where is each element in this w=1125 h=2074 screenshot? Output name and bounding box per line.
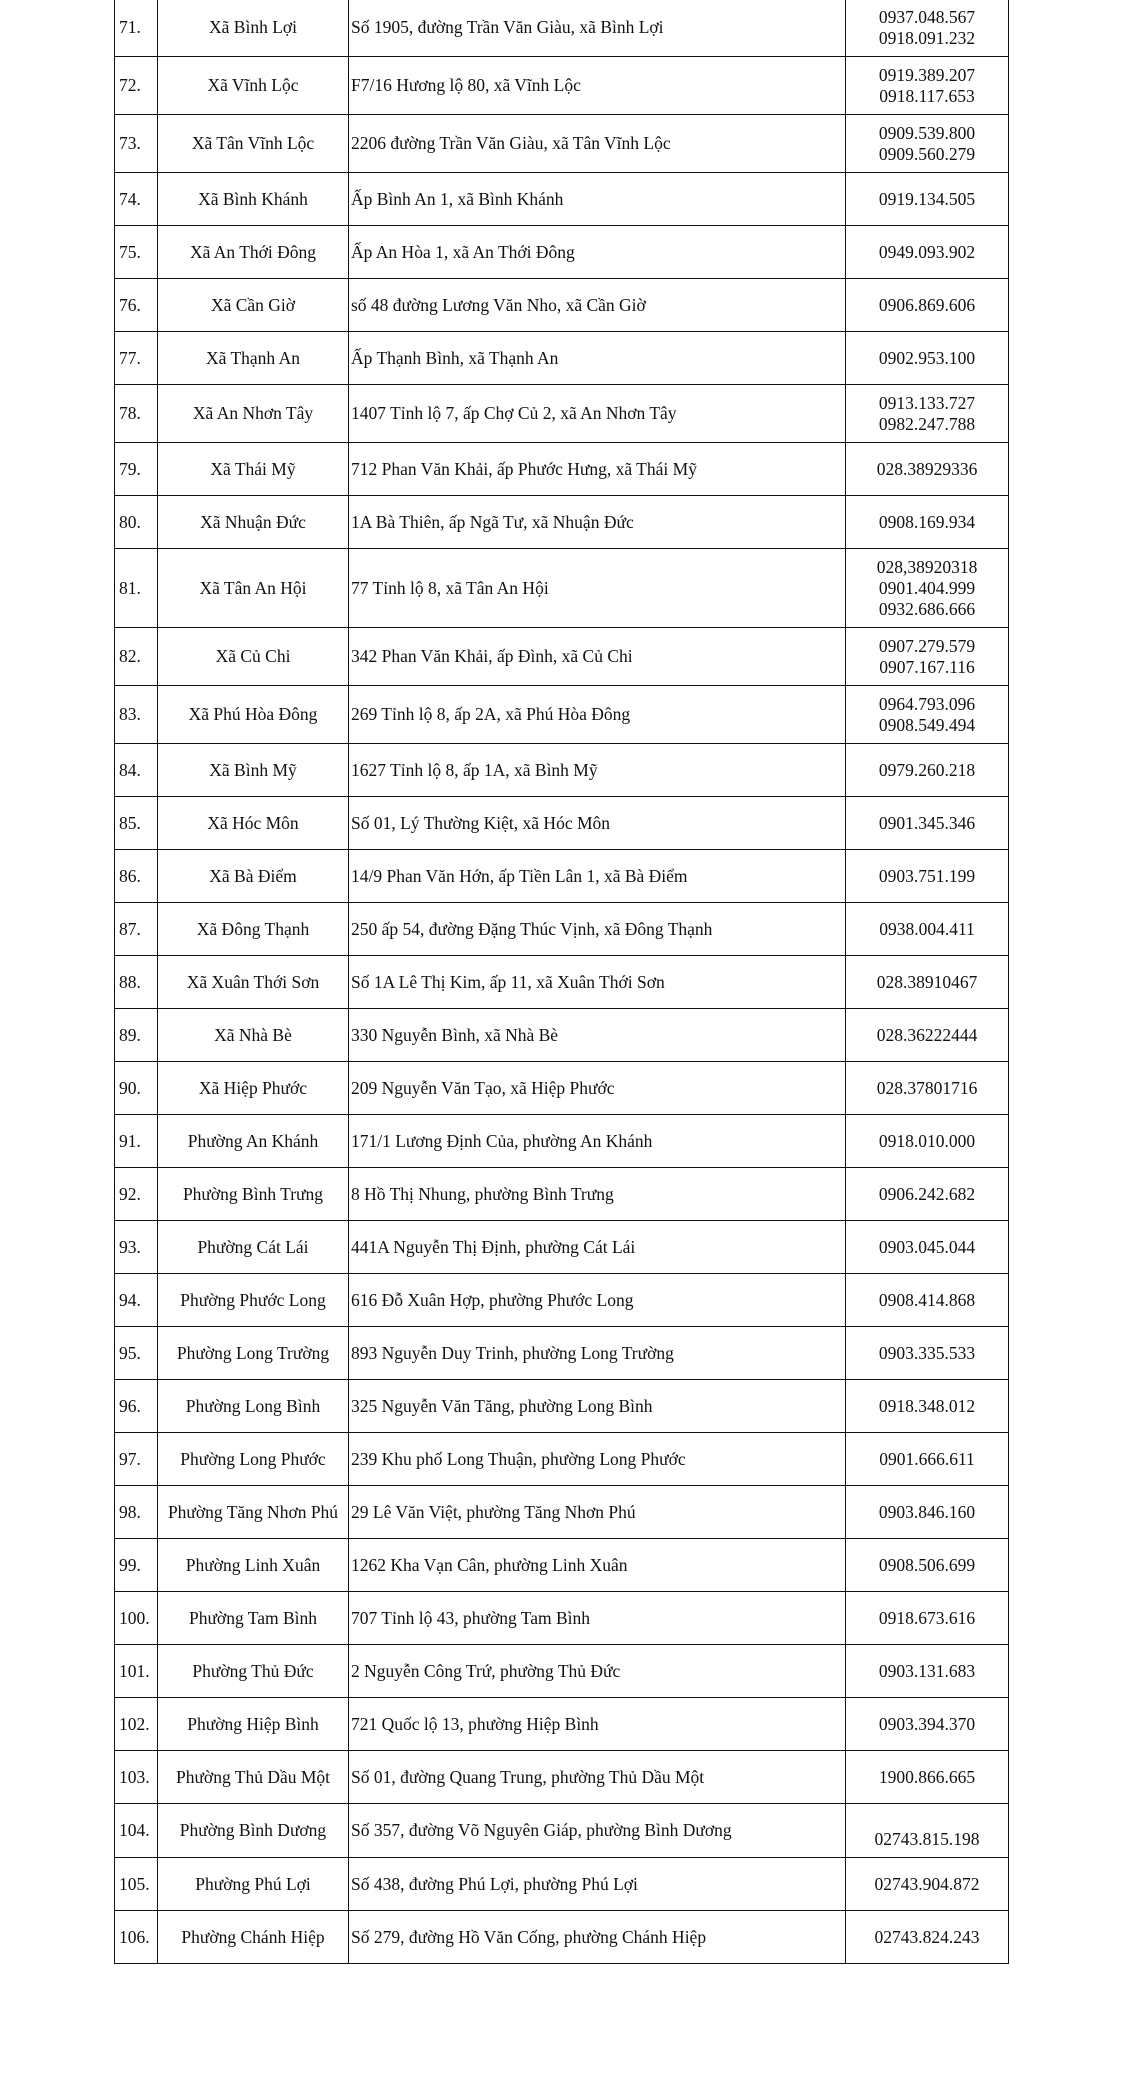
table-row: [115, 1804, 1009, 1858]
table-row: [115, 628, 1009, 686]
table-row: [115, 1645, 1009, 1698]
office-address: 8 Hồ Thị Nhung, phường Bình Trưng: [349, 1168, 846, 1221]
row-number: 79.: [115, 443, 158, 496]
phone-number: 0982.247.788: [878, 413, 976, 434]
table-row: [115, 385, 1009, 443]
office-address: Ấp Thạnh Bình, xã Thạnh An: [349, 332, 846, 385]
phone-number: 0909.539.800: [878, 122, 976, 143]
office-phone-cell: [846, 1645, 1009, 1698]
phone-number: 0902.953.100: [878, 347, 976, 368]
table-row: [115, 1486, 1009, 1539]
phone-number: 0908.549.494: [878, 714, 976, 735]
row-number: 71.: [115, 0, 158, 57]
office-address: 209 Nguyễn Văn Tạo, xã Hiệp Phước: [349, 1062, 846, 1115]
office-phone-cell: [846, 279, 1009, 332]
phone-number: 0908.506.699: [878, 1554, 976, 1575]
table-row: [115, 686, 1009, 744]
office-address: 893 Nguyễn Duy Trinh, phường Long Trường: [349, 1327, 846, 1380]
phone-number: 0907.167.116: [879, 656, 975, 677]
office-address: 707 Tỉnh lộ 43, phường Tam Bình: [349, 1592, 846, 1645]
row-number: 103.: [115, 1751, 158, 1804]
office-phone-cell: [846, 628, 1009, 686]
row-number: 87.: [115, 903, 158, 956]
office-name: Xã Thái Mỹ: [158, 443, 349, 496]
office-address: số 48 đường Lương Văn Nho, xã Cần Giờ: [349, 279, 846, 332]
office-name: Xã Tân Vĩnh Lộc: [158, 115, 349, 173]
phone-number: 0937.048.567: [878, 6, 976, 27]
office-phone-cell: [846, 1592, 1009, 1645]
phone-number: 028.38910467: [876, 971, 978, 992]
office-phone-cell: [846, 443, 1009, 496]
table-row: [115, 1858, 1009, 1911]
office-phone-cell: [846, 1911, 1009, 1964]
phone-number: 0964.793.096: [878, 693, 976, 714]
row-number: 80.: [115, 496, 158, 549]
phone-number: 0918.091.232: [878, 27, 976, 48]
office-name: Phường Long Phước: [158, 1433, 349, 1486]
phone-number: 0949.093.902: [878, 241, 976, 262]
row-number: 75.: [115, 226, 158, 279]
phone-number: 0907.279.579: [878, 635, 976, 656]
office-name: Xã An Nhơn Tây: [158, 385, 349, 443]
office-name: Phường Bình Dương: [158, 1804, 349, 1858]
table-row: [115, 903, 1009, 956]
table-row: [115, 1698, 1009, 1751]
phone-number: 028.38929336: [876, 458, 978, 479]
office-phone-cell: [846, 1698, 1009, 1751]
office-name: Phường Cát Lái: [158, 1221, 349, 1274]
row-number: 89.: [115, 1009, 158, 1062]
phone-number: 0918.010.000: [878, 1130, 976, 1151]
row-number: 76.: [115, 279, 158, 332]
table-row: [115, 1592, 1009, 1645]
office-address: 239 Khu phố Long Thuận, phường Long Phước: [349, 1433, 846, 1486]
phone-number: 0903.131.683: [878, 1660, 976, 1681]
phone-number: 02743.815.198: [874, 1829, 980, 1849]
office-address: F7/16 Hương lộ 80, xã Vĩnh Lộc: [349, 57, 846, 115]
phone-number: 0906.242.682: [878, 1183, 976, 1204]
table-row: [115, 173, 1009, 226]
office-phone-cell: [846, 797, 1009, 850]
office-name: Phường Phú Lợi: [158, 1858, 349, 1911]
office-phone-cell: [846, 1115, 1009, 1168]
table-row: [115, 1221, 1009, 1274]
office-phone-cell: [846, 1274, 1009, 1327]
office-address: 250 ấp 54, đường Đặng Thúc Vịnh, xã Đông Thạnh: [349, 903, 846, 956]
office-address: 1407 Tỉnh lộ 7, ấp Chợ Củ 2, xã An Nhơn Tây: [349, 385, 846, 443]
row-number: 97.: [115, 1433, 158, 1486]
row-number: 104.: [115, 1804, 158, 1858]
office-name: Phường Tam Bình: [158, 1592, 349, 1645]
table-row: [115, 797, 1009, 850]
office-address: 2 Nguyễn Công Trứ, phường Thủ Đức: [349, 1645, 846, 1698]
office-address: Ấp An Hòa 1, xã An Thới Đông: [349, 226, 846, 279]
phone-number: 02743.904.872: [874, 1873, 980, 1894]
office-name: Xã Phú Hòa Đông: [158, 686, 349, 744]
office-name: Xã Bình Mỹ: [158, 744, 349, 797]
phone-number: 0932.686.666: [878, 598, 976, 619]
office-name: Phường Chánh Hiệp: [158, 1911, 349, 1964]
phone-number: 0901.666.611: [879, 1448, 975, 1469]
table-row: [115, 1380, 1009, 1433]
table-row: [115, 1062, 1009, 1115]
office-name: Phường Thủ Đức: [158, 1645, 349, 1698]
phone-number: 0901.345.346: [878, 812, 976, 833]
office-name: Xã Nhà Bè: [158, 1009, 349, 1062]
row-number: 82.: [115, 628, 158, 686]
office-phone-cell: [846, 1804, 1009, 1858]
office-name: Xã Hóc Môn: [158, 797, 349, 850]
office-name: Phường Thủ Dầu Một: [158, 1751, 349, 1804]
phone-number: 0918.348.012: [878, 1395, 976, 1416]
office-name: Phường Hiệp Bình: [158, 1698, 349, 1751]
phone-number: 0903.394.370: [878, 1713, 976, 1734]
table-row: [115, 0, 1009, 57]
office-phone-cell: [846, 744, 1009, 797]
office-name: Phường Phước Long: [158, 1274, 349, 1327]
office-phone-cell: [846, 1539, 1009, 1592]
phone-number: 0901.404.999: [878, 577, 976, 598]
office-address: Số 01, Lý Thường Kiệt, xã Hóc Môn: [349, 797, 846, 850]
office-phone-cell: [846, 57, 1009, 115]
office-phone-cell: [846, 1168, 1009, 1221]
row-number: 98.: [115, 1486, 158, 1539]
phone-number: 0903.846.160: [878, 1501, 976, 1522]
office-address: 171/1 Lương Định Của, phường An Khánh: [349, 1115, 846, 1168]
row-number: 106.: [115, 1911, 158, 1964]
office-address: Số 279, đường Hồ Văn Cống, phường Chánh Hiệp: [349, 1911, 846, 1964]
office-phone-cell: [846, 1380, 1009, 1433]
office-contact-table: [114, 0, 1009, 1964]
table-row: [115, 1009, 1009, 1062]
table-row: [115, 1168, 1009, 1221]
row-number: 95.: [115, 1327, 158, 1380]
office-name: Xã Bà Điểm: [158, 850, 349, 903]
office-name: Xã Bình Khánh: [158, 173, 349, 226]
table-row: [115, 57, 1009, 115]
office-address: Số 438, đường Phú Lợi, phường Phú Lợi: [349, 1858, 846, 1911]
table-row: [115, 226, 1009, 279]
office-name: Xã Vĩnh Lộc: [158, 57, 349, 115]
row-number: 88.: [115, 956, 158, 1009]
phone-number: 02743.824.243: [874, 1926, 980, 1947]
office-phone-cell: [846, 1858, 1009, 1911]
row-number: 74.: [115, 173, 158, 226]
table-row: [115, 443, 1009, 496]
office-address: Ấp Bình An 1, xã Bình Khánh: [349, 173, 846, 226]
row-number: 102.: [115, 1698, 158, 1751]
office-address: 1627 Tỉnh lộ 8, ấp 1A, xã Bình Mỹ: [349, 744, 846, 797]
office-name: Xã Đông Thạnh: [158, 903, 349, 956]
office-address: 441A Nguyễn Thị Định, phường Cát Lái: [349, 1221, 846, 1274]
office-address: 325 Nguyễn Văn Tăng, phường Long Bình: [349, 1380, 846, 1433]
office-address: 330 Nguyễn Bình, xã Nhà Bè: [349, 1009, 846, 1062]
office-name: Xã Hiệp Phước: [158, 1062, 349, 1115]
table-row: [115, 1274, 1009, 1327]
office-phone-cell: [846, 1327, 1009, 1380]
office-address: Số 1905, đường Trần Văn Giàu, xã Bình Lợi: [349, 0, 846, 57]
office-name: Phường Bình Trưng: [158, 1168, 349, 1221]
office-phone-cell: [846, 1221, 1009, 1274]
office-phone-cell: [846, 1751, 1009, 1804]
row-number: 77.: [115, 332, 158, 385]
row-number: 81.: [115, 549, 158, 628]
office-address: 14/9 Phan Văn Hớn, ấp Tiền Lân 1, xã Bà Điểm: [349, 850, 846, 903]
office-address: 1A Bà Thiên, ấp Ngã Tư, xã Nhuận Đức: [349, 496, 846, 549]
office-phone-cell: [846, 332, 1009, 385]
table-row: [115, 549, 1009, 628]
row-number: 83.: [115, 686, 158, 744]
office-address: 342 Phan Văn Khải, ấp Đình, xã Củ Chi: [349, 628, 846, 686]
office-name: Xã Nhuận Đức: [158, 496, 349, 549]
office-phone-cell: [846, 850, 1009, 903]
office-address: Số 357, đường Võ Nguyên Giáp, phường Bình Dương: [349, 1804, 846, 1858]
row-number: 99.: [115, 1539, 158, 1592]
office-name: Phường An Khánh: [158, 1115, 349, 1168]
office-name: Phường Linh Xuân: [158, 1539, 349, 1592]
phone-number: 1900.866.665: [878, 1766, 976, 1787]
office-name: Xã Thạnh An: [158, 332, 349, 385]
table-row: [115, 332, 1009, 385]
row-number: 72.: [115, 57, 158, 115]
table-row: [115, 1751, 1009, 1804]
office-phone-cell: [846, 686, 1009, 744]
table-row: [115, 1327, 1009, 1380]
office-name: Xã An Thới Đông: [158, 226, 349, 279]
office-name: Xã Tân An Hội: [158, 549, 349, 628]
phone-number: 0908.169.934: [878, 511, 976, 532]
phone-number: 0919.389.207: [878, 64, 976, 85]
office-address: 29 Lê Văn Việt, phường Tăng Nhơn Phú: [349, 1486, 846, 1539]
table-row: [115, 850, 1009, 903]
row-number: 100.: [115, 1592, 158, 1645]
phone-number: 0918.117.653: [879, 85, 975, 106]
row-number: 92.: [115, 1168, 158, 1221]
row-number: 94.: [115, 1274, 158, 1327]
office-phone-cell: [846, 1062, 1009, 1115]
row-number: 78.: [115, 385, 158, 443]
phone-number: 028.37801716: [876, 1077, 978, 1098]
office-name: Phường Long Trường: [158, 1327, 349, 1380]
phone-number: 0903.751.199: [878, 865, 976, 886]
table-body: [115, 0, 1009, 1964]
office-phone-cell: [846, 115, 1009, 173]
row-number: 91.: [115, 1115, 158, 1168]
table-row: [115, 1539, 1009, 1592]
row-number: 85.: [115, 797, 158, 850]
office-name: Phường Tăng Nhơn Phú: [158, 1486, 349, 1539]
document-page: [114, 0, 1008, 1964]
office-phone-cell: [846, 549, 1009, 628]
office-phone-cell: [846, 1433, 1009, 1486]
phone-number: 0909.560.279: [878, 143, 976, 164]
row-number: 101.: [115, 1645, 158, 1698]
office-phone-cell: [846, 385, 1009, 443]
office-address: 712 Phan Văn Khải, ấp Phước Hưng, xã Thái Mỹ: [349, 443, 846, 496]
office-address: Số 1A Lê Thị Kim, ấp 11, xã Xuân Thới Sơn: [349, 956, 846, 1009]
table-row: [115, 1433, 1009, 1486]
phone-number: 0908.414.868: [878, 1289, 976, 1310]
row-number: 96.: [115, 1380, 158, 1433]
office-phone-cell: [846, 1009, 1009, 1062]
phone-number: 0903.335.533: [878, 1342, 976, 1363]
row-number: 105.: [115, 1858, 158, 1911]
phone-number: 028.36222444: [876, 1024, 978, 1045]
phone-number: 0918.673.616: [878, 1607, 976, 1628]
phone-number: 0919.134.505: [878, 188, 976, 209]
table-row: [115, 1911, 1009, 1964]
office-address: Số 01, đường Quang Trung, phường Thủ Dầu Một: [349, 1751, 846, 1804]
office-name: Xã Củ Chi: [158, 628, 349, 686]
office-phone-cell: [846, 226, 1009, 279]
phone-number: 0979.260.218: [878, 759, 976, 780]
office-phone-cell: [846, 496, 1009, 549]
office-address: 2206 đường Trần Văn Giàu, xã Tân Vĩnh Lộc: [349, 115, 846, 173]
office-phone-cell: [846, 173, 1009, 226]
office-name: Xã Xuân Thới Sơn: [158, 956, 349, 1009]
table-row: [115, 1115, 1009, 1168]
table-row: [115, 956, 1009, 1009]
office-phone-cell: [846, 1486, 1009, 1539]
office-address: 1262 Kha Vạn Cân, phường Linh Xuân: [349, 1539, 846, 1592]
office-address: 269 Tỉnh lộ 8, ấp 2A, xã Phú Hòa Đông: [349, 686, 846, 744]
row-number: 84.: [115, 744, 158, 797]
table-row: [115, 496, 1009, 549]
office-phone-cell: [846, 0, 1009, 57]
phone-number: 0913.133.727: [878, 392, 976, 413]
table-row: [115, 279, 1009, 332]
row-number: 73.: [115, 115, 158, 173]
office-name: Xã Cần Giờ: [158, 279, 349, 332]
office-address: 721 Quốc lộ 13, phường Hiệp Bình: [349, 1698, 846, 1751]
office-phone-cell: [846, 956, 1009, 1009]
table-row: [115, 115, 1009, 173]
office-address: 77 Tỉnh lộ 8, xã Tân An Hội: [349, 549, 846, 628]
office-name: Xã Bình Lợi: [158, 0, 349, 57]
row-number: 90.: [115, 1062, 158, 1115]
phone-number: 0938.004.411: [879, 918, 975, 939]
phone-number: 0903.045.044: [878, 1236, 976, 1257]
row-number: 86.: [115, 850, 158, 903]
table-row: [115, 744, 1009, 797]
row-number: 93.: [115, 1221, 158, 1274]
office-name: Phường Long Bình: [158, 1380, 349, 1433]
office-phone-cell: [846, 903, 1009, 956]
phone-number: 0906.869.606: [878, 294, 976, 315]
office-address: 616 Đỗ Xuân Hợp, phường Phước Long: [349, 1274, 846, 1327]
phone-number: 028,38920318: [876, 556, 978, 577]
